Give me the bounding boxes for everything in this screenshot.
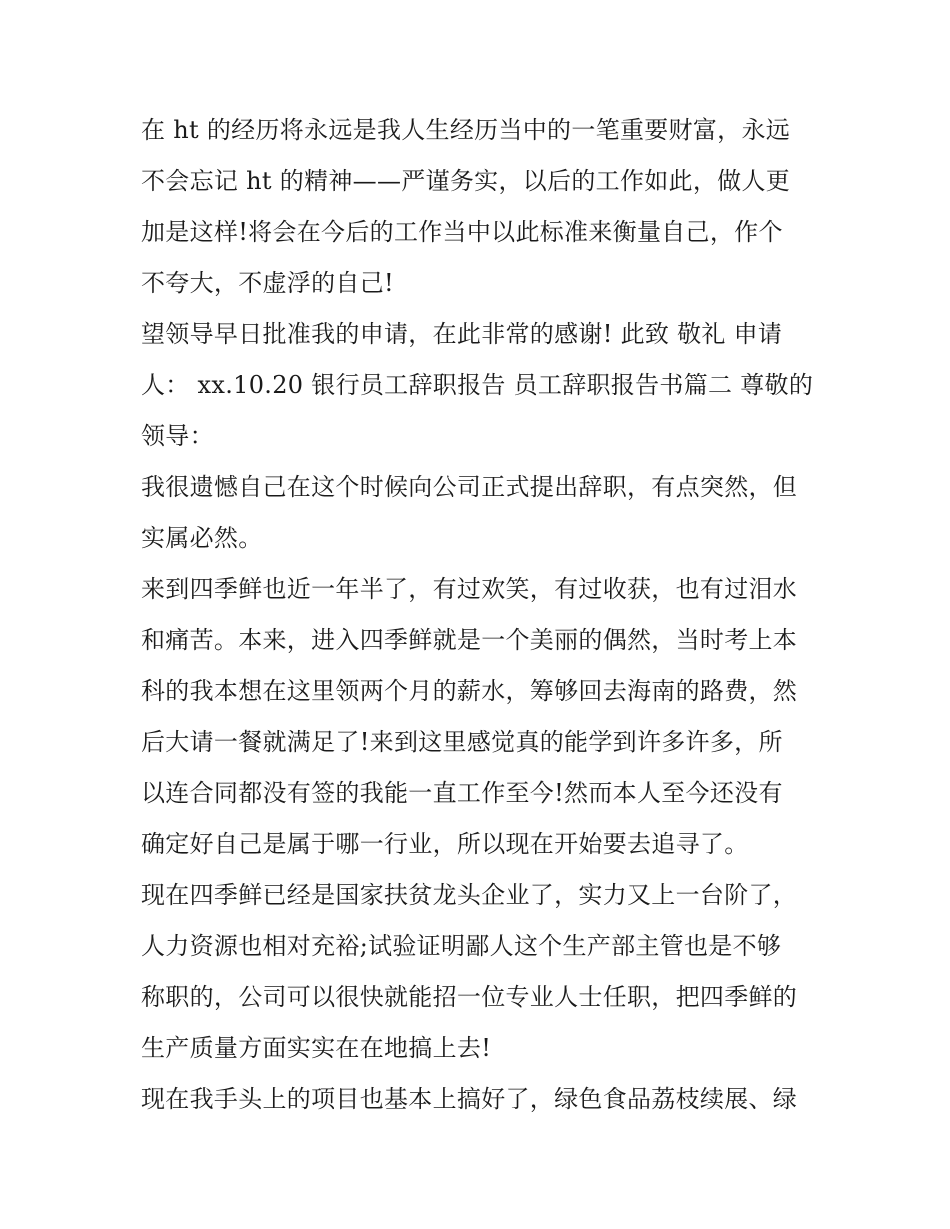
text-line: 在 ht 的经历将永远是我人生经历当中的一笔重要财富，永远: [141, 116, 791, 144]
body-text: [141, 108, 831, 1128]
text-line: 确定好自己是属于哪一行业，所以现在开始要去追寻了。: [141, 830, 749, 858]
text-line: 实属必然。: [141, 524, 263, 552]
text-line: 来到四季鲜也近一年半了，有过欢笑，有过收获，也有过泪水: [141, 575, 798, 603]
text-line: 生产质量方面实实在在地搞上去!: [141, 1034, 492, 1062]
text-line: 现在我手头上的项目也基本上搞好了，绿色食品荔枝续展、绿: [141, 1085, 798, 1113]
text-line: 不会忘记 ht 的精神——严谨务实，以后的工作如此，做人更: [141, 167, 791, 195]
text-line: 现在四季鲜已经是国家扶贫龙头企业了，实力又上一台阶了，: [141, 881, 798, 909]
text-line: 后大请一餐就满足了!来到这里感觉真的能学到许多许多，所: [141, 728, 783, 756]
text-line: 望领导早日批准我的申请，在此非常的感谢! 此致 敬礼 申请: [141, 320, 783, 348]
text-line: 和痛苦。本来，进入四季鲜就是一个美丽的偶然，当时考上本: [141, 626, 798, 654]
text-line: 不夸大，不虚浮的自己!: [141, 269, 394, 297]
text-line: 科的我本想在这里领两个月的薪水，筹够回去海南的路费，然: [141, 677, 798, 705]
text-line: 人力资源也相对充裕;试验证明鄙人这个生产部主管也是不够: [141, 932, 782, 960]
text-line: 我很遗憾自己在这个时候向公司正式提出辞职，有点突然，但: [141, 473, 798, 501]
text-line: 加是这样!将会在今后的工作当中以此标准来衡量自己，作个: [141, 218, 783, 246]
text-line: 以连合同都没有签的我能一直工作至今!然而本人至今还没有: [141, 779, 783, 807]
text-line: 人： xx.10.20 银行员工辞职报告 员工辞职报告书篇二 尊敬的: [141, 371, 814, 399]
text-line: 领导：: [141, 422, 214, 450]
text-line: 称职的，公司可以很快就能招一位专业人士任职，把四季鲜的: [141, 983, 798, 1011]
